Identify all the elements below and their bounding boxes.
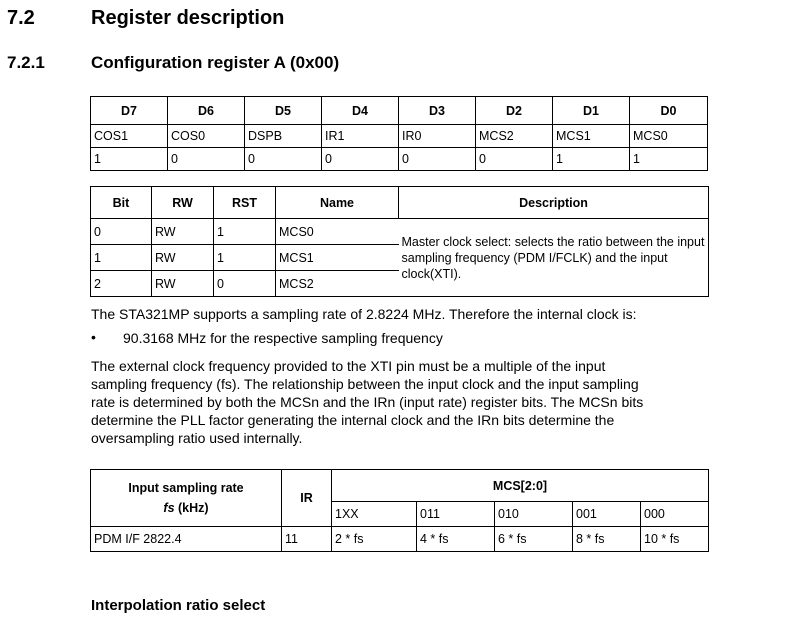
reg-default-cell: 1 [553,148,630,171]
bullet-text: 90.3168 MHz for the respective sampling frequency [123,330,443,346]
bit-header-cell: Description [399,187,709,219]
reg-header-cell: D3 [399,97,476,125]
reg-default-cell: 0 [245,148,322,171]
table-cell: 4 * fs [417,527,495,552]
bit-reset-cell: 1 [214,219,276,245]
reg-name-cell: MCS1 [553,125,630,148]
bit-rw-cell: RW [152,271,214,297]
reg-default-cell: 0 [476,148,553,171]
register-bitmap-table [90,96,708,171]
reg-default-cell: 1 [630,148,708,171]
subsection-number: 7.2.1 [7,53,45,72]
bit-description-table [90,186,709,297]
table-cell: 11 [282,527,332,552]
table-cell: 8 * fs [573,527,641,552]
section-title: Register description [91,7,285,29]
bullet-marker: • [91,329,96,345]
reg-default-cell: 0 [399,148,476,171]
mcs-value-cell: 001 [573,502,641,527]
table-cell: 2 * fs [332,527,417,552]
bit-number-cell: 1 [91,245,152,271]
bit-reset-cell: 1 [214,245,276,271]
table-cell: 10 * fs [641,527,709,552]
reg-header-cell: D0 [630,97,708,125]
reg-default-cell: 0 [168,148,245,171]
reg-name-cell: MCS2 [476,125,553,148]
mcs-header: MCS[2:0] [332,470,709,502]
bit-rw-cell: RW [152,245,214,271]
clock-frequency-paragraph [91,357,731,447]
reg-header-cell: D7 [91,97,168,125]
bit-name-cell: MCS0 [276,219,399,245]
reg-header-cell: D4 [322,97,399,125]
mcs-ratio-table [90,469,709,552]
input-rate-header-line2 [94,498,278,518]
mcs-value-cell: 010 [495,502,573,527]
reg-name-cell: COS0 [168,125,245,148]
bit-rw-cell: RW [152,219,214,245]
reg-name-cell: MCS0 [630,125,708,148]
reg-default-cell: 0 [322,148,399,171]
table-cell: 6 * fs [495,527,573,552]
section-number: 7.2 [7,7,35,29]
reg-header-cell: D1 [553,97,630,125]
reg-name-cell: COS1 [91,125,168,148]
bit-number-cell: 2 [91,271,152,297]
reg-default-cell: 1 [91,148,168,171]
subsection-title: Configuration register A (0x00) [91,53,340,72]
paragraph-line: The external clock frequency provided to the XTI pin must be a multiple of the input [91,358,606,374]
bit-reset-cell: 0 [214,271,276,297]
reg-name-cell: IR0 [399,125,476,148]
bit-header-cell: RST [214,187,276,219]
paragraph-line: oversampling ratio used internally. [91,430,303,446]
bit-header-cell: RW [152,187,214,219]
reg-header-cell: D2 [476,97,553,125]
bit-name-cell: MCS2 [276,271,399,297]
reg-name-cell: DSPB [245,125,322,148]
fs-unit: (kHz) [174,501,209,515]
paragraph-line: sampling frequency (fs). The relationship between the input clock and the input sampling [91,376,639,392]
reg-header-cell: D6 [168,97,245,125]
interpolation-heading: Interpolation ratio select [91,597,266,614]
bit-header-cell: Bit [91,187,152,219]
paragraph-line: determine the PLL factor generating the internal clock and the IRn bits determine the [91,412,615,428]
bit-name-cell: MCS1 [276,245,399,271]
reg-header-cell: D5 [245,97,322,125]
mcs-value-cell: 011 [417,502,495,527]
bit-header-cell: Name [276,187,399,219]
input-rate-header-line1: Input sampling rate [128,481,244,495]
paragraph-line: rate is determined by both the MCSn and the IRn (input rate) register bits. The MCSn bits [91,394,644,410]
fs-symbol: fs [163,501,175,515]
bit-description-cell: Master clock select: selects the ratio between the input sampling frequency (PDM I/FCLK) and the input clock(XTI). [399,219,709,297]
mcs-value-cell: 1XX [332,502,417,527]
ir-header: IR [282,470,332,527]
reg-name-cell: IR1 [322,125,399,148]
mcs-value-cell: 000 [641,502,709,527]
bit-number-cell: 0 [91,219,152,245]
sampling-rate-paragraph: The STA321MP supports a sampling rate of 2.8224 MHz. Therefore the internal clock is: [91,306,637,322]
input-rate-header [91,470,282,527]
table-cell: PDM I/F 2822.4 [91,527,282,552]
